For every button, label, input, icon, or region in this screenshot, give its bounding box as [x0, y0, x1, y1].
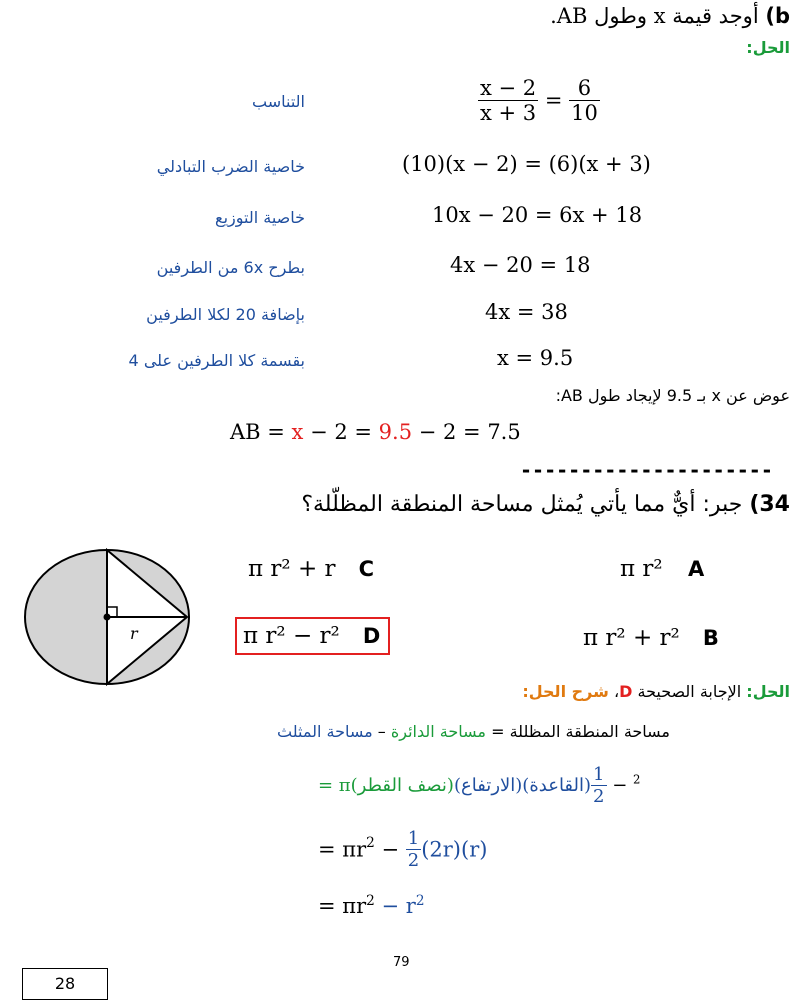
answer-line: الحل: الإجابة الصحيحة D، شرح الحل:: [522, 682, 790, 701]
q34-number: 34): [749, 492, 790, 517]
step-expr-2: (10)(x − 2) = (6)(x + 3): [402, 152, 651, 176]
q34-question: أيٌّ مما يأتي يُمثل مساحة المنطقة المظلّلة؟: [301, 492, 696, 517]
answer-text: الإجابة الصحيحة: [637, 682, 742, 701]
answer-letter: D: [619, 682, 633, 701]
step-expr-3: 10x − 20 = 6x + 18: [432, 203, 643, 227]
option-d[interactable]: [235, 617, 390, 655]
circle-area-term: مساحة الدائرة: [390, 722, 486, 741]
part-b-header: [550, 4, 790, 28]
option-d-letter: D: [362, 624, 381, 648]
option-a-expr: π r²: [620, 556, 670, 582]
triangle-area-term: مساحة المثلث: [277, 722, 373, 741]
option-a[interactable]: [620, 556, 704, 582]
step-expr-5: 4x = 38: [485, 300, 568, 324]
option-c[interactable]: [248, 556, 374, 582]
step-reason-2: خاصية الضرب التبادلي: [156, 157, 305, 176]
q34-topic: جبر:: [702, 492, 743, 517]
step-expr-6: x = 9.5: [497, 346, 574, 370]
radius-label: r: [130, 624, 138, 643]
proportion-equation: $\frac{x - 2}{x + 3}$ = $\frac{6}{10}$: [480, 76, 598, 125]
step-reason-1: التناسب: [252, 92, 305, 111]
option-b-expr: π r² + r²: [583, 625, 680, 651]
step-reason-6: بقسمة كلا الطرفين على 4: [128, 351, 305, 370]
ab-calculation: AB = x − 2 = 9.5 − 2 = 7.5: [230, 420, 521, 444]
calc-line-2: = $\pi r^2$ − $\frac{1}{2}$ (2r)(r): [318, 828, 488, 871]
step-reason-5: بإضافة 20 لكلا الطرفين: [146, 305, 305, 324]
option-b-letter: B: [702, 626, 719, 650]
step-reason-3: خاصية التوزيع: [215, 208, 305, 227]
part-b-question: أوجد قيمة x وطول AB.: [550, 4, 759, 28]
step-expr-4: 4x − 20 = 18: [450, 253, 591, 277]
explain-label: شرح الحل:: [522, 682, 609, 701]
q34-header: [301, 492, 790, 517]
center-dot: [104, 614, 111, 621]
calc-line-1: = π(نصف القطر) $^2$ − $\frac{1}{2}$ (القاعدة)(الارتفاع): [318, 764, 641, 807]
shaded-area-term: مساحة المنطقة المظللة: [509, 722, 670, 741]
option-c-letter: C: [358, 557, 375, 581]
answer-label: الحل:: [746, 682, 790, 701]
page-number: 79: [393, 955, 410, 970]
part-b-letter: b): [765, 4, 790, 28]
option-d-expr: π r² − r²: [243, 623, 340, 649]
area-word-equation: مساحة المنطقة المظللة = مساحة الدائرة – مساحة المثلث: [277, 722, 670, 741]
calc-line-3: = $\pi r^2 - r^2$: [318, 893, 425, 918]
option-a-letter: A: [687, 557, 705, 581]
option-b[interactable]: [583, 625, 719, 651]
substitute-text: عوض عن x بـ 9.5 لإيجاد طول AB:: [555, 386, 790, 405]
section-divider: ---------------------: [520, 458, 773, 482]
solution-label-b: الحل:: [746, 38, 790, 57]
page-box: 28: [22, 968, 108, 1000]
option-c-expr: π r² + r: [248, 556, 336, 582]
step-reason-4: بطرح 6x من الطرفين: [156, 258, 305, 277]
circle-diagram: [22, 547, 192, 687]
